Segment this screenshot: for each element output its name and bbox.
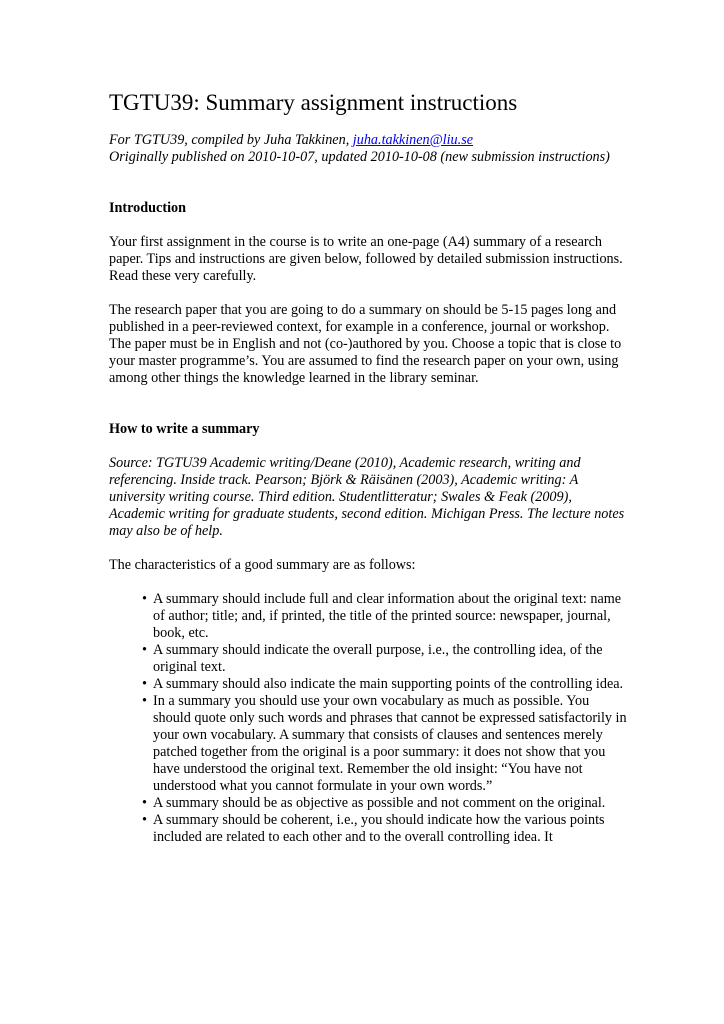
list-item [142,642,629,676]
list-item-text: A summary should also indicate the main supporting points of the controlling idea. [153,676,624,692]
list-item [142,591,629,642]
spacer [109,540,629,557]
list-item-text: A summary should include full and clear information about the original text: name of author; title; and, if printed, the title of the printed source: newspaper, journal, book, etc. [153,591,622,641]
author-email-link[interactable]: juha.takkinen@liu.se [352,132,474,148]
bullet-icon: • [142,642,147,658]
bullet-icon: • [142,795,147,811]
list-item-text: A summary should be coherent, i.e., you should indicate how the various points included are related to each other and to the overall controlling idea. It [153,812,605,845]
spacer [109,574,629,591]
author-line-text: For TGTU39, compiled by Juha Takkinen, [109,132,353,148]
bullet-icon: • [142,812,147,828]
how-to-heading: How to write a summary [109,421,260,437]
list-item [142,693,629,795]
spacer [109,438,629,455]
page-title: TGTU39: Summary assignment instructions [109,90,518,115]
list-item [142,795,629,812]
list-item [142,676,629,693]
list-item [142,812,629,846]
document-page [109,88,629,846]
author-line [109,132,629,149]
bullet-icon: • [142,676,147,692]
introduction-heading: Introduction [109,200,186,216]
spacer [109,166,629,200]
spacer [109,387,629,421]
list-item-text: A summary should be as objective as possible and not comment on the original. [153,795,606,811]
bullet-icon: • [142,591,147,607]
list-item-text: A summary should indicate the overall purpose, i.e., the controlling idea, of the original text. [153,642,603,675]
sources-paragraph: Source: TGTU39 Academic writing/Deane (2010), Academic research, writing and referencing. Inside track. Pearson; Björk & Räisänen (2003), Academic writing: A university writing course. Third edition. Studentlitteratur; Swales & Feak (2009), Academic writing for graduate students, second edition. Michigan Press. The lecture notes may also be of help. [109,455,625,539]
characteristics-list [109,591,629,846]
introduction-paragraph-2: The research paper that you are going to do a summary on should be 5-15 pages long and published in a peer-reviewed context, for example in a conference, journal or workshop. The paper must be in English and not (co-)authored by you. Choose a topic that is close to your master programme’s. You are assumed to find the research paper on your own, using among other things the knowledge learned in the library seminar. [109,302,622,386]
spacer [109,217,629,234]
bullet-icon: • [142,693,147,709]
characteristics-lead: The characteristics of a good summary are as follows: [109,557,416,573]
spacer [109,285,629,302]
publication-info: Originally published on 2010-10-07, updated 2010-10-08 (new submission instructions) [109,149,610,165]
introduction-paragraph-1: Your first assignment in the course is to write an one-page (A4) summary of a research paper. Tips and instructions are given below, followed by detailed submission instructions. Read these very carefully. [109,234,623,284]
list-item-text: In a summary you should use your own vocabulary as much as possible. You should quote only such words and phrases that cannot be expressed satisfactorily in your own vocabulary. A summary that consists of clauses and sentences merely patched together from the original is a poor summary: it does not show that you have understood the original text. Remember the old insight: “You have not understood what you cannot formulate in your own words.” [153,693,627,794]
